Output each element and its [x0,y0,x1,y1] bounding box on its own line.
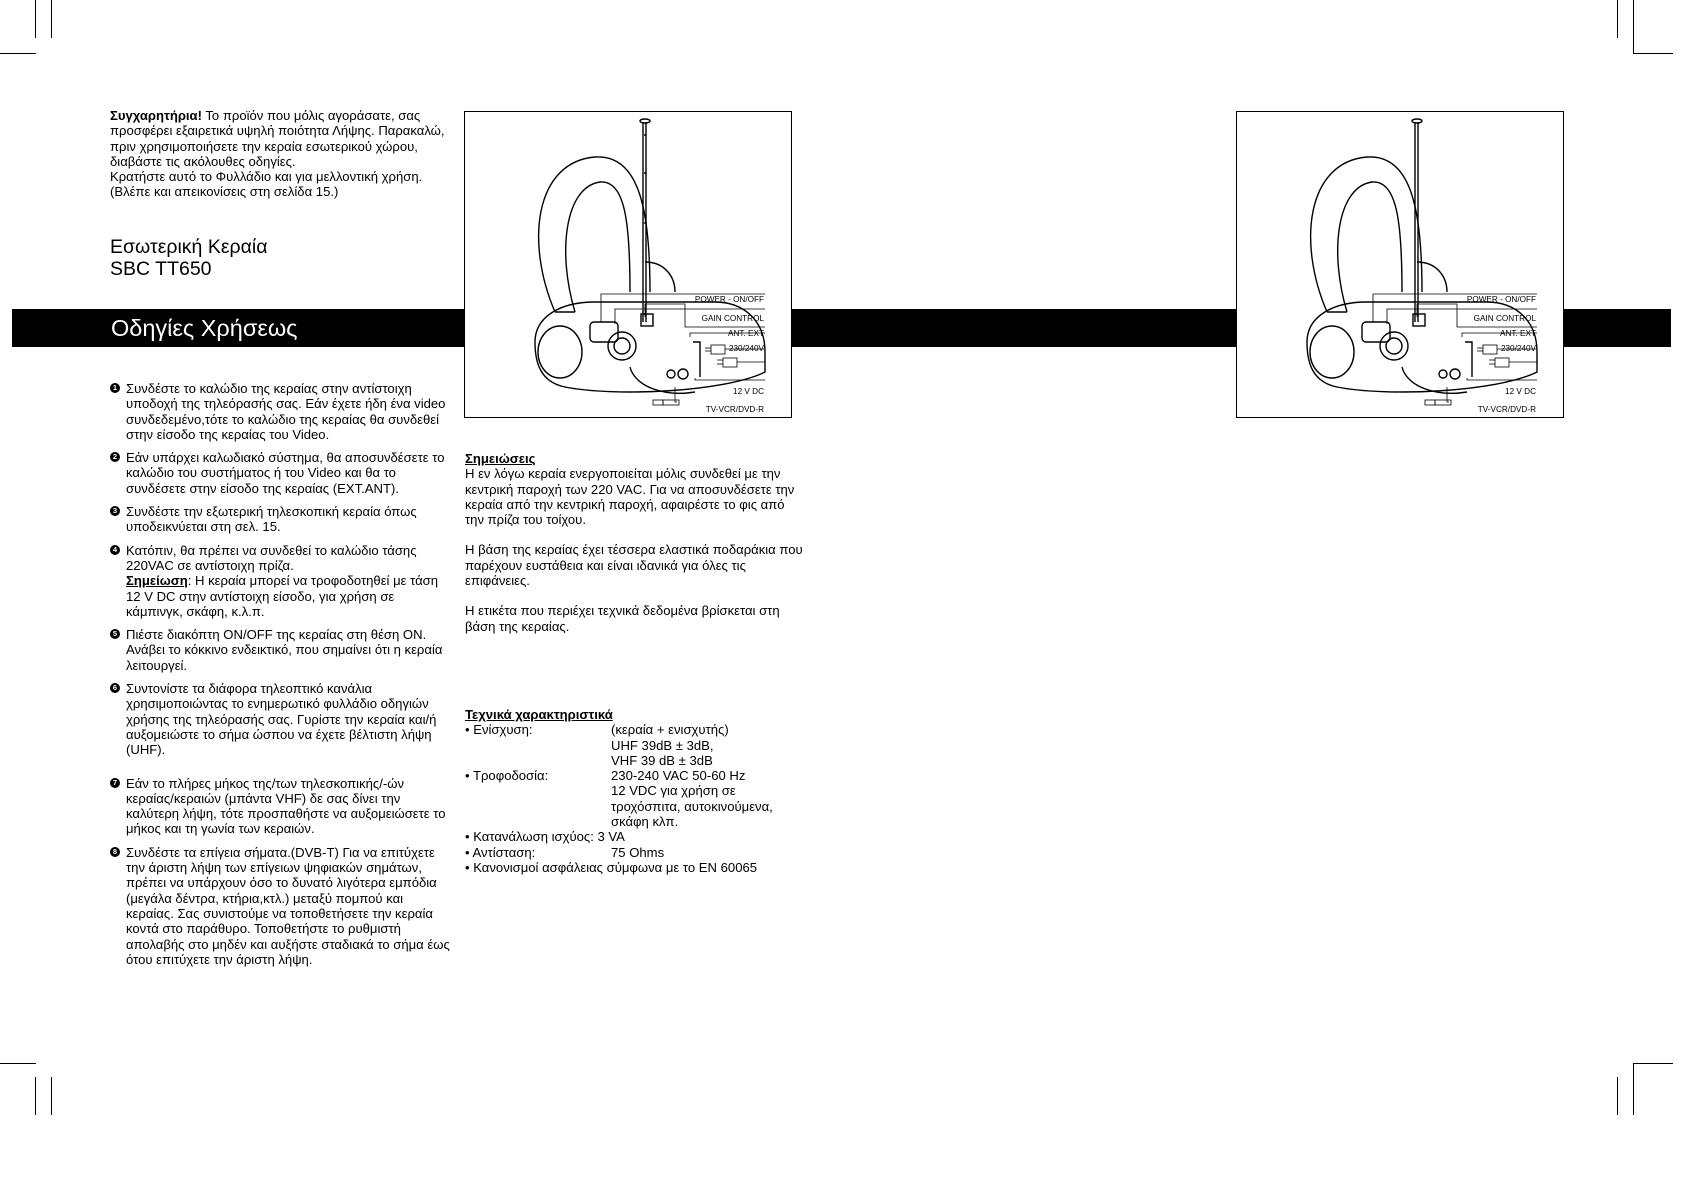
instruction-step [110,450,450,496]
step-number-badge: 1 [110,383,120,393]
notes-paragraph: Η ετικέτα που περιέχει τεχνικά δεδομένα βρίσκεται στη βάση της κεραίας. [465,603,780,634]
specs-heading: Τεχνικά χαρακτηριστικά [465,707,613,722]
specs-table [465,845,664,860]
step-number-badge: 5 [110,629,120,639]
step-text: Συνδέστε τα επίγεια σήματα.(DVB-T) Για να επιτύχετε την άριστη λήψη των επίγειων ψηφιακών σημάτων, πρέπει να υπάρχουν όσο το δυνατό λιγότερα εμπόδια (μεγάλα δέντρα, κτήρια,κτλ.) μεταξύ πομπού και κεραίας. Σας συνιστούμε να τοποθετήσετε την κεραία κοντά στο παράθυρο. Τοποθετήστε το ρυθμιστή απολαβής στο μηδέν και αυξήστε σταδιακά το σήμα έως ότου επιτύχετε την άριστη λήψη. [126,844,450,967]
crop-mark [51,0,52,38]
step-number-badge: 8 [110,847,120,857]
crop-mark [51,1077,52,1115]
spec-value: 75 Ohms [611,844,665,860]
step-text: Συνδέστε την εξωτερική τηλεσκοπική κεραία όπως υποδεικνύεται στη σελ. 15. [126,504,417,535]
spec-value [611,768,773,829]
step-text: Συνδέστε το καλώδιο της κεραίας στην αντίστοιχη υποδοχή της τηλεόρασής σας. Εάν έχετε ήδη ένα video συνδεδεμένο,τότε το καλώδιο της κεραίας θα συνδεθεί στην είσοδο της κεραίας του Video. [126,381,446,442]
step-text: Πιέστε διακόπτη ON/OFF της κεραίας στη θέση ON. Ανάβει το κόκκινο ενδεικτικό, που σημαίνει ότι η κεραία λειτουργεί. [126,627,443,673]
antenna-figure-right [1236,111,1564,418]
notes-heading: Σημειώσεις [465,451,536,466]
crop-mark [1633,0,1634,53]
spec-value-line: VHF 39 dB ± 3dB [611,752,713,768]
crop-mark [1617,1077,1618,1115]
notes-paragraph: Η βάση της κεραίας έχει τέσσερα ελαστικά ποδαράκια που παρέχουν ευστάθεια και είναι ιδανικά για όλες τις επιφάνειες. [465,542,803,589]
crop-mark [1633,1063,1634,1115]
step-number-badge: 7 [110,778,120,788]
instruction-step [110,504,450,535]
specs-table [465,722,773,829]
label-dc: 12 V DC [1505,387,1536,396]
spec-row [465,768,773,829]
instruction-step [110,845,450,967]
instruction-step [110,627,450,673]
spec-value-line: UHF 39dB ± 3dB, [611,737,714,753]
spec-safety: • Κανονισμοί ασφάλειας σύμφωνα με το EN 60065 [465,859,758,875]
label-output: TV-VCR/DVD-R [705,405,764,414]
product-model: SBC TT650 [110,258,212,280]
label-power: POWER - ON/OFF [694,295,764,304]
label-output: TV-VCR/DVD-R [1477,405,1536,414]
step-number-badge: 6 [110,683,120,693]
spec-row [465,845,664,860]
instruction-step [110,381,450,442]
intro-bold-lead: Συγχαρητήρια! [110,108,202,123]
tech-specs-section [465,707,825,875]
spec-value-line: 12 VDC για χρήση σε [611,783,736,799]
step-text: Εάν υπάρχει καλωδιακό σύστημα, θα αποσυνδέσετε το καλώδιο του συστήματος ή του Video και θα το συνδέσετε στην είσοδο της κεραίας (EXT.ANT). [126,450,445,496]
intro-text: Το προϊόν που μόλις αγοράσατε, σας προσφέρει εξαιρετικά υψηλή ποιότητα Λήψης. Παρακαλώ, πριν χρησιμοποιήσετε την κεραία εσωτερικού χώρου, διαβάστε τις ακόλουθες οδηγίες. [110,108,445,169]
step-number-badge: 3 [110,506,120,516]
product-title [110,236,268,280]
instruction-step [110,543,450,619]
spec-key: • Αντίσταση: [465,844,536,860]
instruction-step [110,776,450,837]
step-number-badge: 4 [110,545,120,555]
notes-section [465,451,805,649]
spec-power: • Κατανάλωση ισχύος: 3 VA [465,829,625,845]
spec-value [611,722,773,768]
label-mains: 230/240V [1500,344,1536,353]
label-gain: GAIN CONTROL [1473,314,1536,323]
crop-mark [0,53,36,54]
spec-key: • Ενίσχυση: [465,722,533,738]
intro-paragraph [110,108,450,200]
crop-mark [1633,1063,1673,1064]
step-number-badge: 2 [110,452,120,462]
label-ant-ext: ANT. EXT [728,329,764,338]
step-note-label: Σημείωση [126,573,188,589]
instruction-step [110,681,450,757]
spec-row [465,722,773,768]
step-text: Κατόπιν, θα πρέπει να συνδεθεί το καλώδιο τάσης 220VAC σε αντίστοιχη πρίζα. [126,542,417,573]
antenna-illustration [1237,112,1563,417]
spec-value-line: τροχόσπιτα, αυτοκινούμενα, [611,798,773,814]
crop-mark [1617,0,1618,38]
section-title: Οδηγίες Χρήσεως [111,315,298,341]
spec-value-line: 230-240 VAC 50-60 Hz [611,768,746,784]
intro-text-2: Κρατήστε αυτό το Φυλλάδιο και για μελλοντική χρήση. (Βλέπε και απεικονίσεις στη σελίδα 15.) [110,169,423,200]
product-name: Εσωτερική Κεραία [110,236,268,258]
antenna-illustration [465,112,791,417]
label-power: POWER - ON/OFF [1466,295,1536,304]
label-ant-ext: ANT. EXT [1500,329,1536,338]
crop-mark [0,1063,36,1064]
crop-mark [35,1077,36,1115]
crop-mark [35,0,36,38]
label-mains: 230/240V [728,344,764,353]
crop-mark [1633,53,1673,54]
label-dc: 12 V DC [733,387,764,396]
label-gain: GAIN CONTROL [701,314,764,323]
step-note-text: : Η κεραία μπορεί να τροφοδοτηθεί με τάση 12 V DC στην αντίστοιχη είσοδο, για χρήση σε κάμπινγκ, σκάφη, κ.λ.π. [126,573,439,619]
instructions-list [110,381,450,975]
antenna-figure-left [464,111,792,418]
notes-paragraph: Η εν λόγω κεραία ενεργοποιείται μόλις συνδεθεί με την κεντρική παροχή των 220 VAC. Για να αποσυνδέσετε την κεραία από την κεντρική παροχή, αφαιρέστε το φις από την πρίζα του τοίχου. [465,466,795,528]
spec-value-line: (κεραία + ενισχυτής) [611,722,729,738]
spec-key: • Τροφοδοσία: [465,768,549,784]
spec-value-line: σκάφη κλπ. [611,814,679,830]
step-text: Συντονίστε τα διάφορα τηλεοπτικό κανάλια χρησιμοποιώντας το ενημερωτικό φυλλάδιο οδηγιών χρήσης της τηλεόρασής σας. Γυρίστε την κεραία και/ή αυξομειώστε το σήμα ώσπου να έχετε βέλτιστη λήψη (UHF). [126,681,437,758]
step-text: Εάν το πλήρες μήκος της/των τηλεσκοπικής/-ών κεραίας/κεραιών (μπάντα VHF) δε σας δίνει την καλύτερη λήψη, τότε προσπαθήστε να αυξομειώσετε το μήκος και τη γωνία των κεραιών. [126,775,446,837]
